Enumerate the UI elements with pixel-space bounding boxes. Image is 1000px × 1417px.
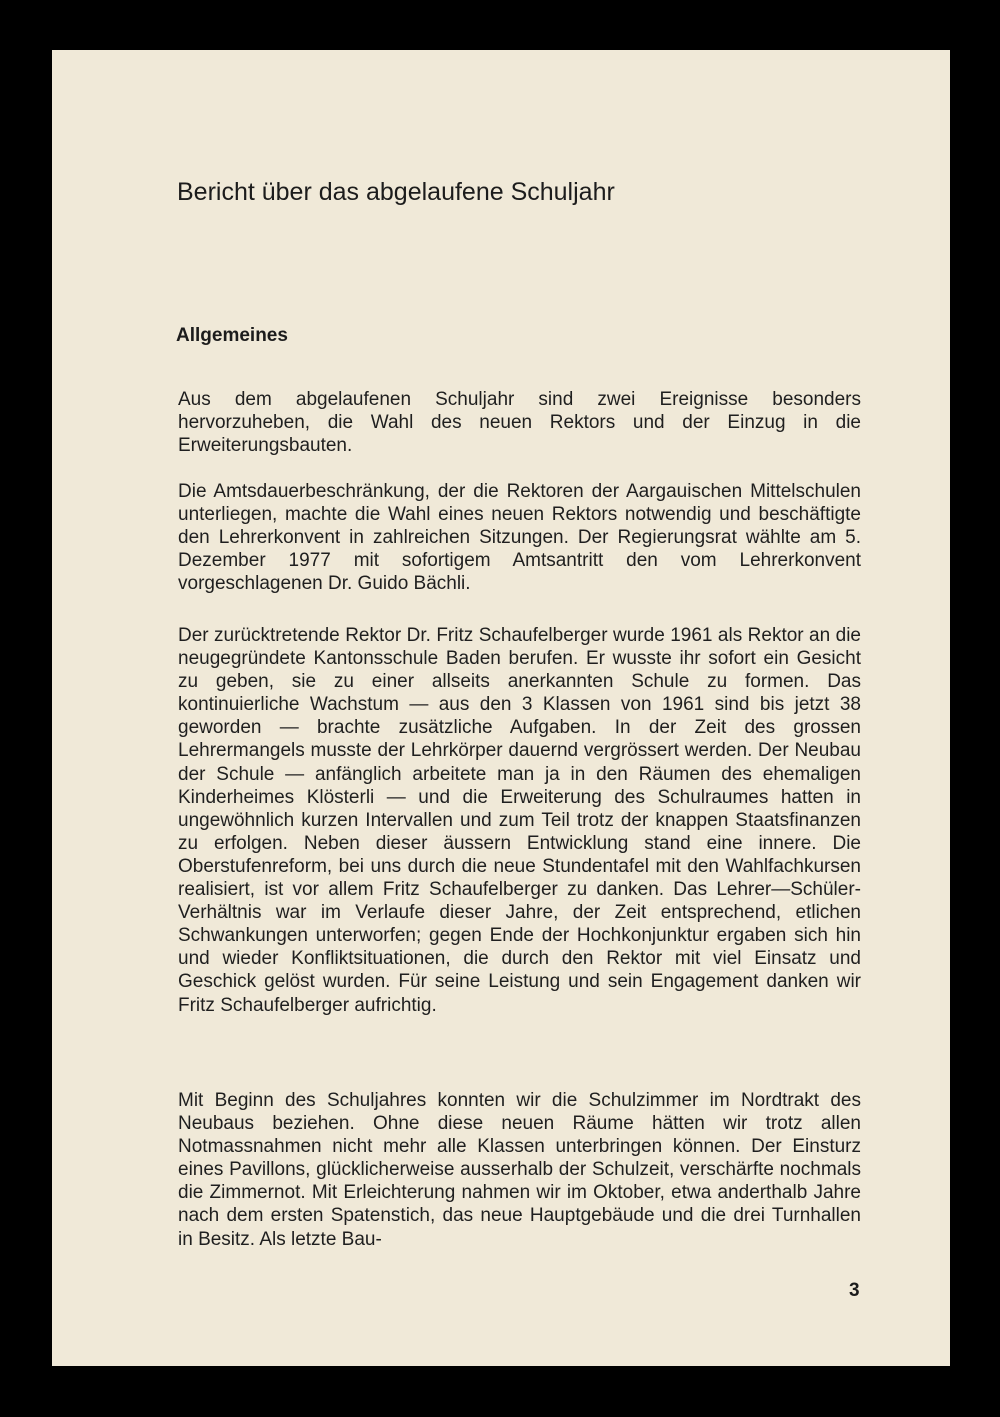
page-title: Bericht über das abgelaufene Schuljahr — [177, 178, 615, 206]
paragraph-4: Mit Beginn des Schuljahres konnten wir die Schulzimmer im Nordtrakt des Neubaus beziehen. Ohne diese neuen Räume hätten wir trotz allen Notmassnahmen nicht mehr alle Klassen unterbringen können. Der Einsturz eines Pavillons, glücklicherweise ausserhalb der Schulzeit, verschärfte nochmals die Zimmernot. Mit Erleichterung nahmen wir im Oktober, etwa anderthalb Jahre nach dem ersten Spatenstich, das neue Hauptgebäude und die drei Turnhallen in Besitz. Als letzte Bau- — [178, 1090, 861, 1250]
paragraph-3: Der zurücktretende Rektor Dr. Fritz Schaufelberger wurde 1961 als Rektor an die neugegründete Kantonsschule Baden berufen. Er wusste ihr sofort ein Gesicht zu geben, sie zu einer allseits anerkannten Schule zu formen. Das kontinuierliche Wachstum — aus den 3 Klassen von 1961 sind bis jetzt 38 geworden — brachte zusätzliche Aufgaben. In der Zeit des grossen Lehrermangels musste der Lehrkörper dauernd vergrössert werden. Der Neubau der Schule — anfänglich arbeitete man ja in den Räumen des ehemaligen Kinderheimes Klösterli — und die Erweiterung des Schulraumes hatten in ungewöhnlich kurzen Intervallen und zum Teil trotz der knappen Staatsfinanzen zu erfolgen. Neben dieser äussern Entwicklung stand eine innere. Die Oberstufenreform, bei uns durch die neue Stundentafel mit den Wahlfachkursen realisiert, ist vor allem Fritz Schaufelberger zu danken. Das Lehrer—Schüler-Verhältnis war im Verlaufe dieser Jahre, der Zeit entsprechend, etlichen Schwankungen unterworfen; gegen Ende der Hochkonjunktur ergaben sich hin und wieder Konfliktsituationen, die durch den Rektor mit viel Einsatz und Geschick gelöst wurden. Für seine Leistung und sein Engagement danken wir Fritz Schaufelberger aufrichtig. — [178, 625, 861, 1016]
paragraph-2: Die Amtsdauerbeschränkung, der die Rektoren der Aargauischen Mittelschulen unterliegen, machte die Wahl eines neuen Rektors notwendig und beschäftigte den Lehrerkonvent in zahlreichen Sitzungen. Der Regierungsrat wählte am 5. Dezember 1977 mit sofortigem Amtsantritt den vom Lehrerkonvent vorgeschlagenen Dr. Guido Bächli. — [178, 481, 861, 595]
document-page — [52, 50, 950, 1366]
paragraph-1: Aus dem abgelaufenen Schuljahr sind zwei Ereignisse besonders hervorzuheben, die Wahl des neuen Rektors und der Einzug in die Erweiterungsbauten. — [178, 389, 861, 457]
section-heading: Allgemeines — [176, 325, 288, 346]
page-number: 3 — [849, 1280, 860, 1301]
